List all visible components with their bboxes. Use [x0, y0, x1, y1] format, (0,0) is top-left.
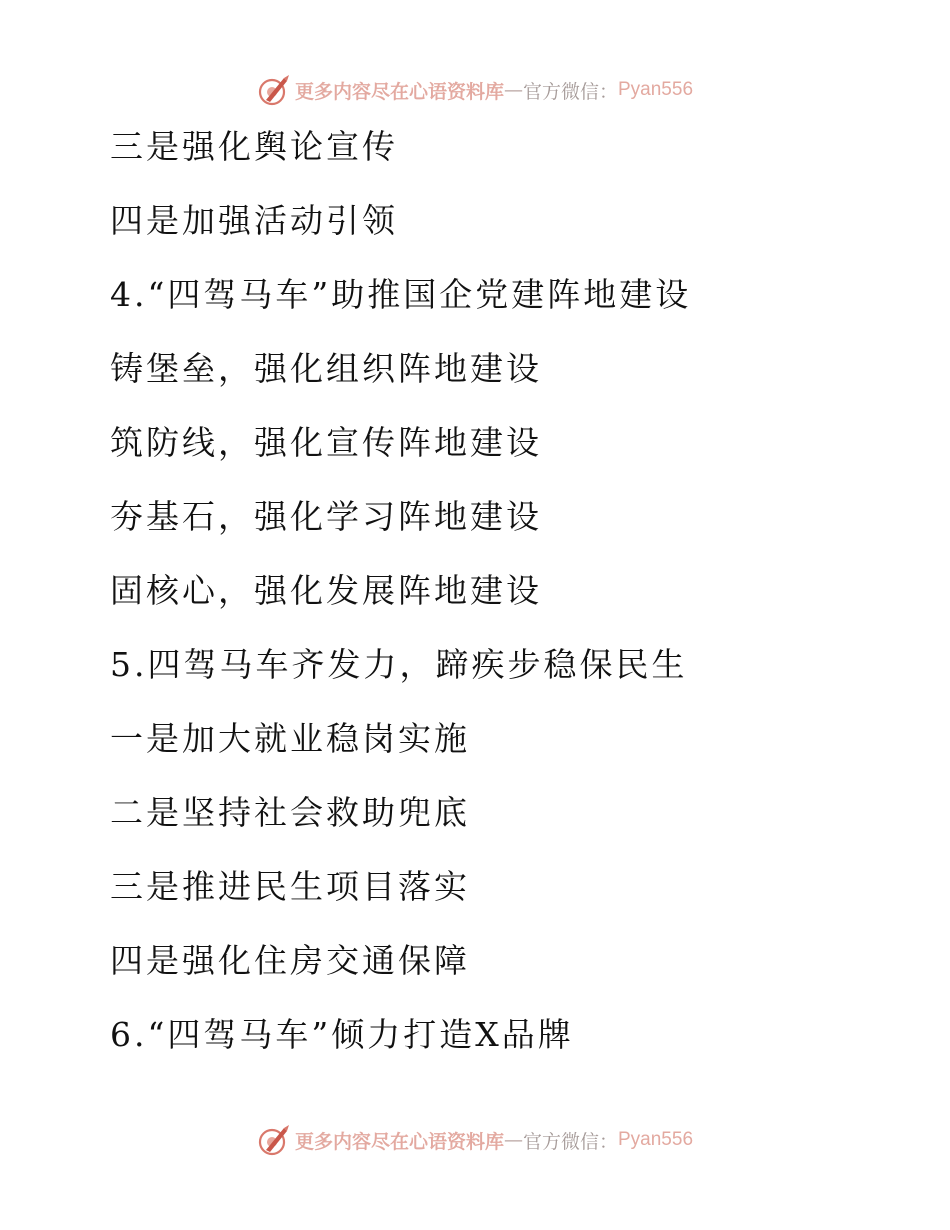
- watermark-wechat-label: 官方微信：: [522, 1130, 618, 1153]
- watermark-separator: —: [503, 79, 523, 101]
- text-line: 三是推进民生项目落实: [110, 867, 470, 906]
- text-line: 一是加大就业稳岗实施: [110, 719, 470, 758]
- text-line: 二是坚持社会救助兜底: [110, 793, 470, 832]
- quill-logo-icon: [257, 1123, 291, 1157]
- text-line: 四是强化住房交通保障: [110, 941, 470, 980]
- header-watermark: [0, 70, 950, 110]
- footer-watermark: [0, 1120, 950, 1160]
- document-body: [110, 118, 910, 1080]
- text-line: 四是加强活动引领: [110, 201, 398, 240]
- watermark-wechat-id: Pyan556: [618, 1129, 694, 1150]
- watermark-wechat-id: Pyan556: [618, 79, 694, 100]
- watermark-text: 更多内容尽在心语资料库: [294, 1130, 504, 1153]
- text-line: 夯基石，强化学习阵地建设: [110, 497, 542, 536]
- section-heading: 5.四驾马车齐发力，蹄疾步稳保民生: [110, 645, 688, 684]
- text-line: 固核心，强化发展阵地建设: [110, 571, 542, 610]
- text-line: 筑防线，强化宣传阵地建设: [110, 423, 542, 462]
- watermark-separator: —: [503, 1129, 523, 1151]
- watermark-wechat-label: 官方微信：: [522, 80, 618, 103]
- text-line: 三是强化舆论宣传: [110, 127, 398, 166]
- text-line: 铸堡垒，强化组织阵地建设: [110, 349, 542, 388]
- section-heading: 4.“四驾马车”助推国企党建阵地建设: [110, 275, 692, 314]
- section-heading: 6.“四驾马车”倾力打造X品牌: [110, 1015, 574, 1054]
- watermark-text: 更多内容尽在心语资料库: [294, 80, 504, 103]
- quill-logo-icon: [257, 73, 291, 107]
